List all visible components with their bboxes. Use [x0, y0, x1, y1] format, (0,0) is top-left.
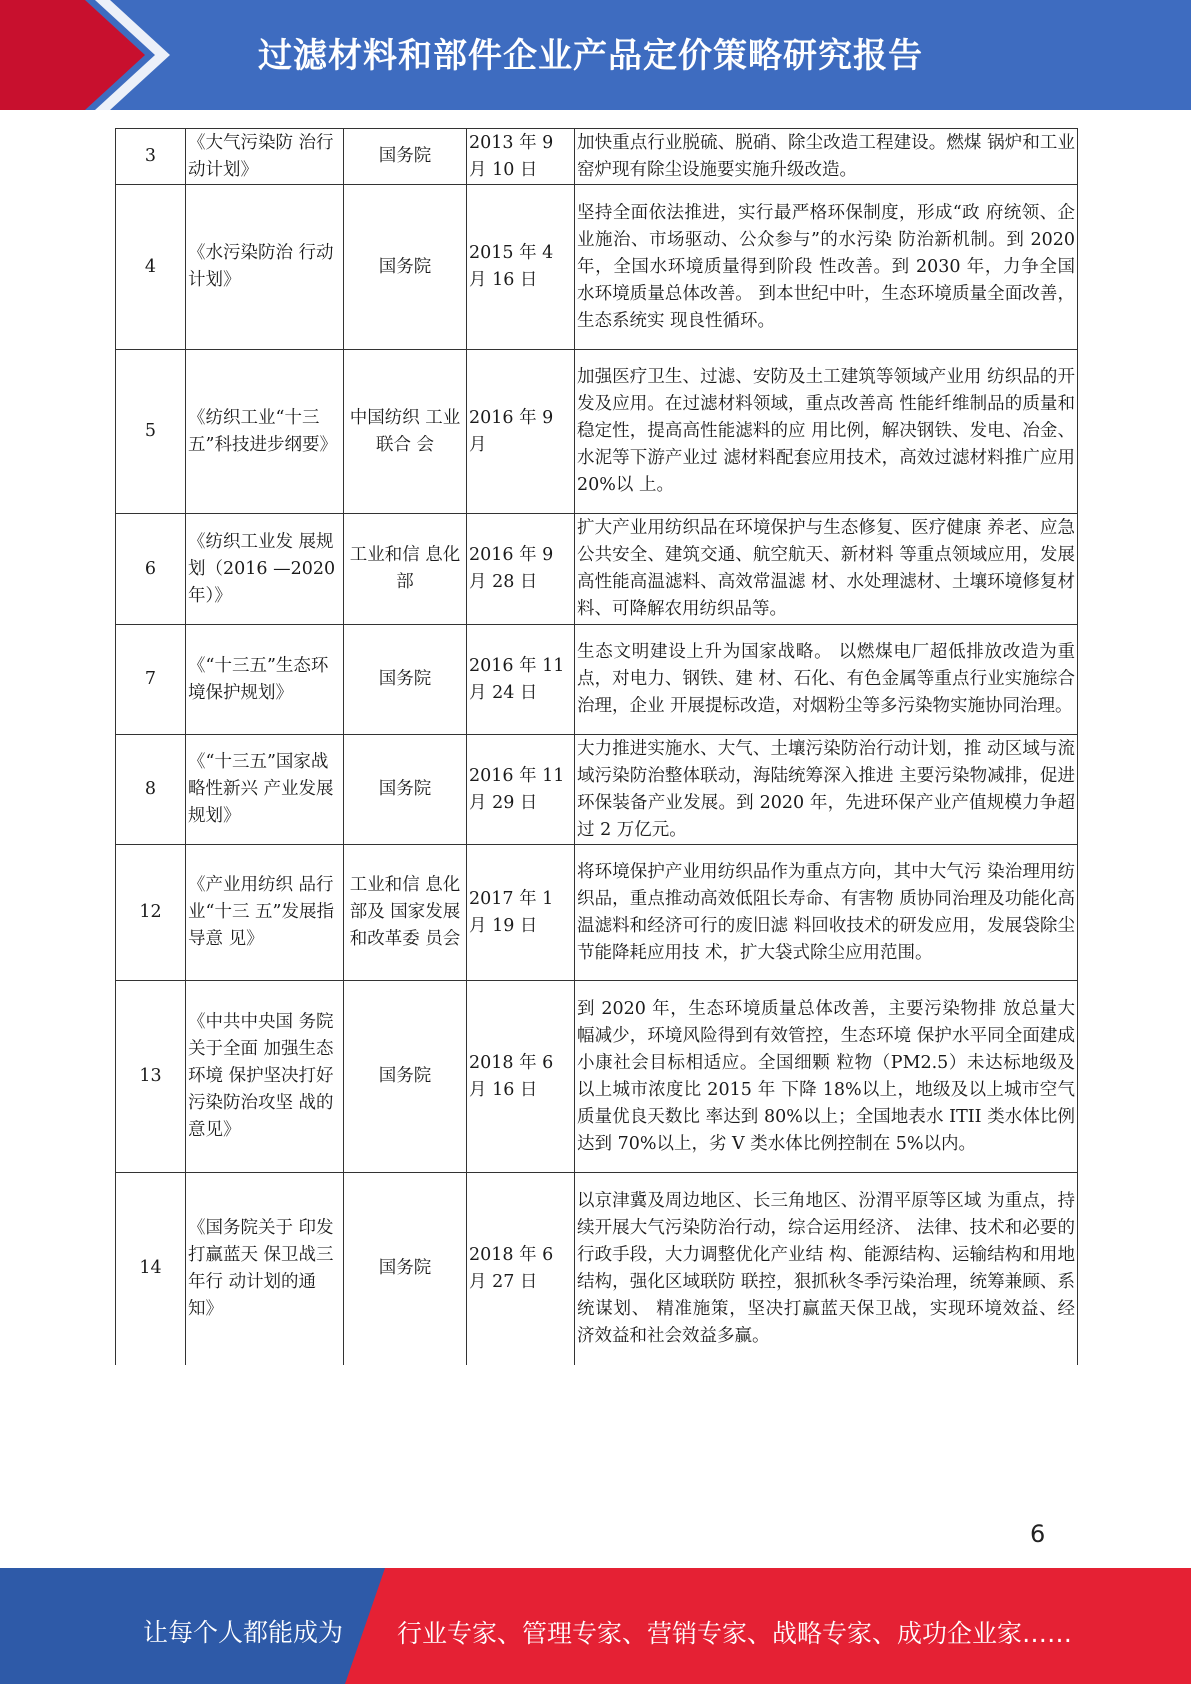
- policy-date: 2017 年 1 月 19 日: [467, 845, 575, 981]
- table-row: [116, 1173, 1078, 1365]
- policy-issuer: 中国纺织 工业联合 会: [344, 350, 467, 514]
- row-number: 12: [116, 845, 186, 981]
- table-row: [116, 350, 1078, 514]
- policy-content: 将环境保护产业用纺织品作为重点方向，其中大气污 染治理用纺织品，重点推动高效低阻长寿命、有害物 质协同治理及功能化高温滤料和经济可行的废旧滤 料回收技术的研发应用，发展袋除尘节能降耗应用技 术，扩大袋式除尘应用范围。: [575, 845, 1078, 981]
- table-row: [116, 845, 1078, 981]
- policy-issuer: 国务院: [344, 185, 467, 350]
- policy-date: 2013 年 9 月 10 日: [467, 129, 575, 185]
- policy-name: 《中共中央国 务院关于全面 加强生态环境 保护坚决打好 污染防治攻坚 战的意见》: [186, 981, 344, 1173]
- report-title: 过滤材料和部件企业产品定价策略研究报告: [258, 36, 923, 76]
- row-number: 3: [116, 129, 186, 185]
- policy-content: 生态文明建设上升为国家战略。 以燃煤电厂超低排放改造为重点，对电力、钢铁、建 材、石化、有色金属等重点行业实施综合治理，企业 开展提标改造，对烟粉尘等多污染物实施协同治理。: [575, 625, 1078, 735]
- policy-name: 《纺织工业发 展规划（2016 —2020 年）》: [186, 514, 344, 625]
- page-number: 6: [1030, 1520, 1046, 1548]
- policy-content: 大力推进实施水、大气、土壤污染防治行动计划，推 动区域与流域污染防治整体联动，海陆统筹深入推进 主要污染物减排，促进环保装备产业发展。到 2020 年，先进环保产业产值规模力争超过 2 万亿元。: [575, 735, 1078, 845]
- policy-issuer: 工业和信 息化部及 国家发展 和改革委 员会: [344, 845, 467, 981]
- policy-date: 2016 年 9 月: [467, 350, 575, 514]
- row-number: 14: [116, 1173, 186, 1365]
- footer-slogan-left: 让每个人都能成为: [143, 1618, 344, 1647]
- policy-date: 2016 年 11 月 24 日: [467, 625, 575, 735]
- policy-content: 加强医疗卫生、过滤、安防及土工建筑等领域产业用 纺织品的开发及应用。在过滤材料领域，重点改善高 性能纤维制品的质量和稳定性，提高高性能滤料的应 用比例，解决钢铁、发电、冶金、水泥等下游产业过 滤材料配套应用技术，高效过滤材料推广应用 20%以 上。: [575, 350, 1078, 514]
- policy-content: 以京津冀及周边地区、长三角地区、汾渭平原等区域 为重点，持续开展大气污染防治行动，综合运用经济、 法律、技术和必要的行政手段，大力调整优化产业结 构、能源结构、运输结构和用地结构，强化区域联防 联控，狠抓秋冬季污染治理，统筹兼顾、系统谋划、 精准施策，坚决打赢蓝天保卫战，实现环境效益、经 济效益和社会效益多赢。: [575, 1173, 1078, 1365]
- table-row: [116, 625, 1078, 735]
- policy-issuer: 工业和信 息化部: [344, 514, 467, 625]
- policy-name: 《水污染防治 行动计划》: [186, 185, 344, 350]
- row-number: 8: [116, 735, 186, 845]
- policy-date: 2018 年 6 月 27 日: [467, 1173, 575, 1365]
- policy-issuer: 国务院: [344, 735, 467, 845]
- policy-name: 《国务院关于 印发打赢蓝天 保卫战三年行 动计划的通知》: [186, 1173, 344, 1365]
- policy-name: 《“十三五”生态环境保护规划》: [186, 625, 344, 735]
- policy-name: 《产业用纺织 品行业“十三 五”发展指导意 见》: [186, 845, 344, 981]
- page-header: [0, 0, 1191, 110]
- policy-name: 《“十三五”国家战略性新兴 产业发展规划》: [186, 735, 344, 845]
- row-number: 5: [116, 350, 186, 514]
- policy-issuer: 国务院: [344, 981, 467, 1173]
- policy-date: 2015 年 4 月 16 日: [467, 185, 575, 350]
- row-number: 6: [116, 514, 186, 625]
- policy-issuer: 国务院: [344, 1173, 467, 1365]
- policy-date: 2016 年 11 月 29 日: [467, 735, 575, 845]
- policy-name: 《大气污染防 治行动计划》: [186, 129, 344, 185]
- row-number: 7: [116, 625, 186, 735]
- table-row: [116, 981, 1078, 1173]
- policy-name: 《纺织工业“十三五”科技进步纲要》: [186, 350, 344, 514]
- policy-content: 到 2020 年，生态环境质量总体改善，主要污染物排 放总量大幅减少，环境风险得到有效管控，生态环境 保护水平同全面建成小康社会目标相适应。全国细颗 粒物（PM2.5）未达标地级及以上城市浓度比 2015 年 下降 18%以上，地级及以上城市空气质量优良天数比 率达到 80%以上；全国地表水 ITII 类水体比例达到 70%以上，劣 V 类水体比例控制在 5%以内。: [575, 981, 1078, 1173]
- policy-date: 2016 年 9 月 28 日: [467, 514, 575, 625]
- policy-content: 扩大产业用纺织品在环境保护与生态修复、医疗健康 养老、应急公共安全、建筑交通、航空航天、新材料 等重点领域应用，发展高性能高温滤料、高效常温滤 材、水处理滤材、土壤环境修复材料、可降解农用纺织品等。: [575, 514, 1078, 625]
- table-row: [116, 735, 1078, 845]
- policy-issuer: 国务院: [344, 625, 467, 735]
- footer-slogan-right: 行业专家、管理专家、营销专家、战略专家、成功企业家……: [397, 1619, 1073, 1648]
- table-row: [116, 514, 1078, 625]
- policy-content: 坚持全面依法推进，实行最严格环保制度，形成“政 府统领、企业施治、市场驱动、公众参与”的水污染 防治新机制。到 2020 年，全国水环境质量得到阶段 性改善。到 2030 年，力争全国水环境质量总体改善。 到本世纪中叶，生态环境质量全面改善，生态系统实 现良性循环。: [575, 185, 1078, 350]
- table-row: [116, 185, 1078, 350]
- policy-content: 加快重点行业脱硫、脱硝、除尘改造工程建设。燃煤 锅炉和工业窑炉现有除尘设施要实施升级改造。: [575, 129, 1078, 185]
- policy-issuer: 国务院: [344, 129, 467, 185]
- row-number: 13: [116, 981, 186, 1173]
- header-arrow-decoration: [0, 0, 260, 110]
- row-number: 4: [116, 185, 186, 350]
- policy-date: 2018 年 6 月 16 日: [467, 981, 575, 1173]
- table-row: [116, 129, 1078, 185]
- policy-table: [115, 128, 1078, 1365]
